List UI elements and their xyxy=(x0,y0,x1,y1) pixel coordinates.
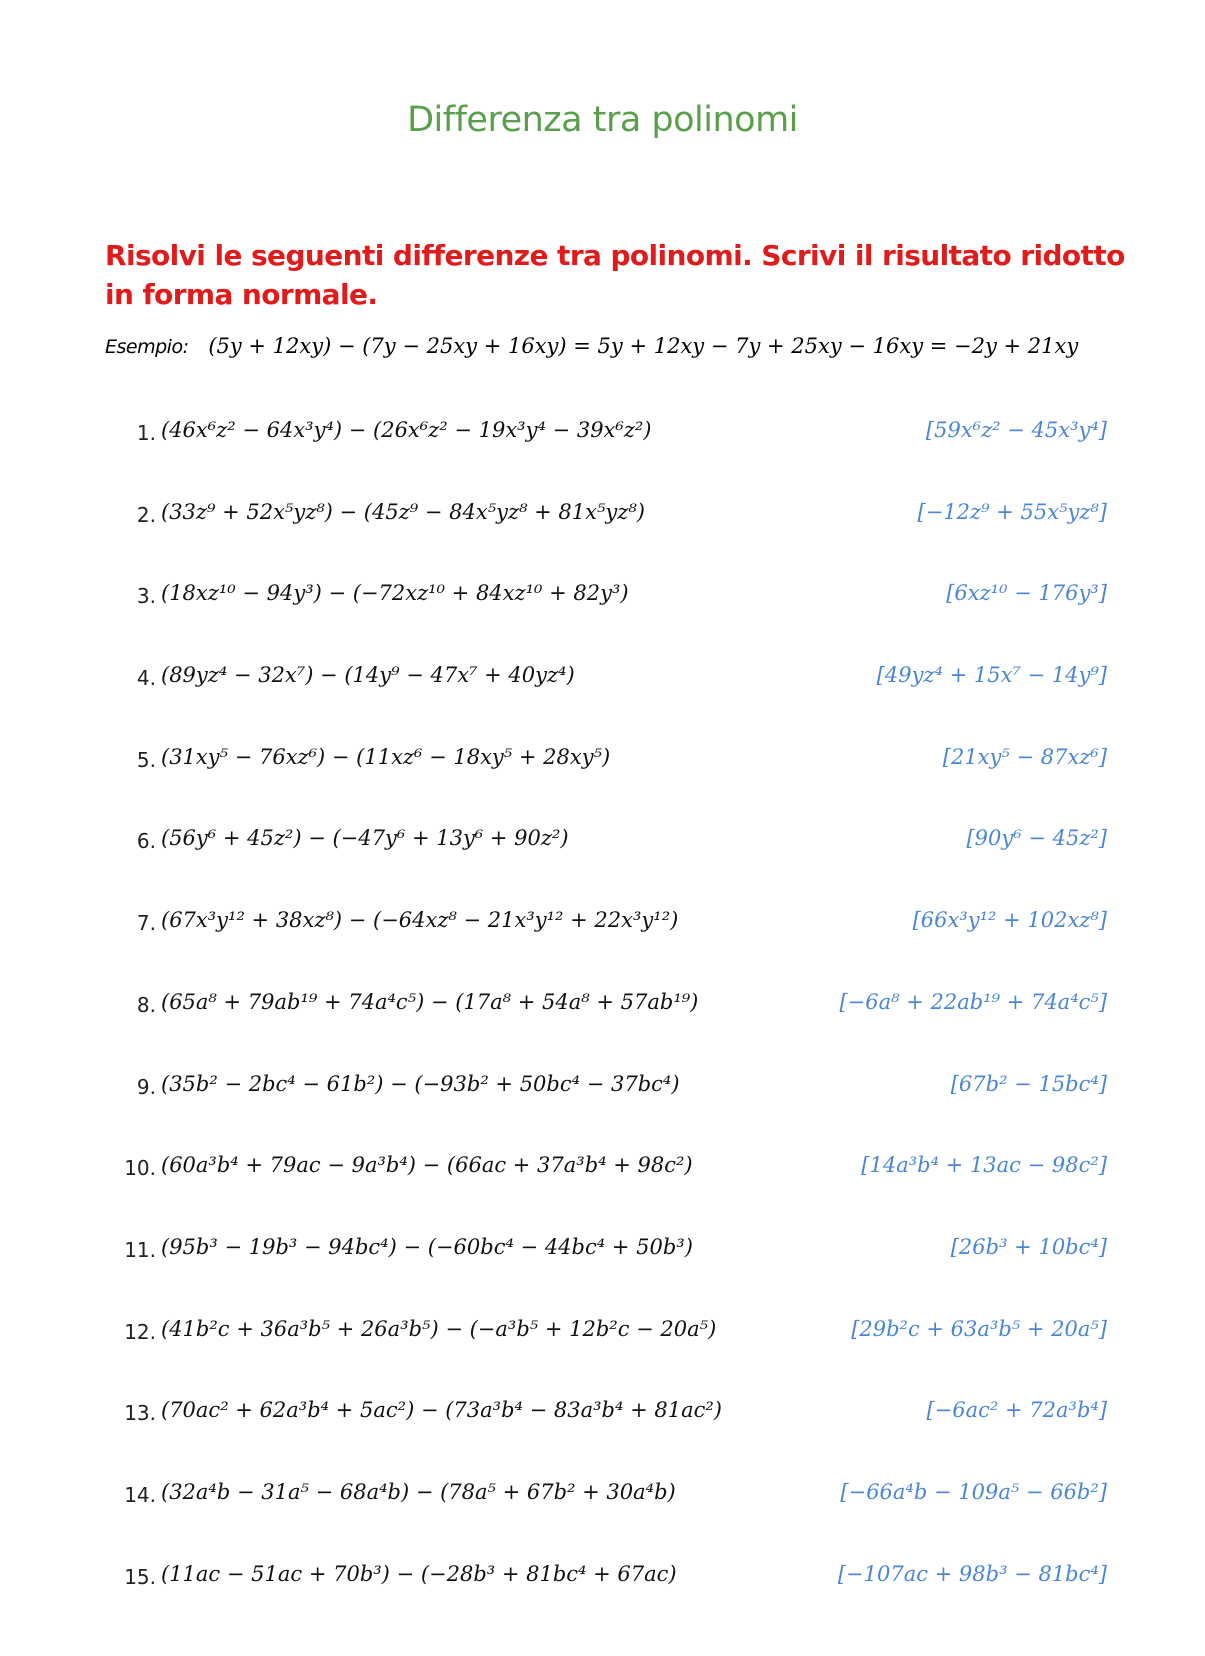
exercise-solution: [29b²c + 63a³b⁵ + 20a⁵] xyxy=(851,1316,1107,1341)
exercise-solution: [21xy⁵ − 87xz⁶] xyxy=(942,744,1107,769)
exercise-expression: (89yz⁴ − 32x⁷) − (14y⁹ − 47x⁷ + 40yz⁴) xyxy=(161,663,575,688)
example-expression: (5y + 12xy) − (7y − 25xy + 16xy) = 5y + 12xy − 7y + 25xy − 16xy = −2y + 21xy xyxy=(208,334,1079,358)
exercise-item xyxy=(105,1066,1107,1148)
exercise-solution: [66x³y¹² + 102xz⁸] xyxy=(912,908,1107,933)
exercise-item xyxy=(105,1311,1107,1393)
exercise-solution: [90y⁶ − 45z²] xyxy=(966,826,1107,851)
exercise-number: 15. xyxy=(124,1564,156,1589)
exercise-solution: [49yz⁴ + 15x⁷ − 14y⁹] xyxy=(876,663,1107,688)
exercise-number: 2. xyxy=(136,502,156,527)
exercise-number: 3. xyxy=(136,584,156,609)
exercise-expression: (65a⁸ + 79ab¹⁹ + 74a⁴c⁵) − (17a⁸ + 54a⁸ + 57ab¹⁹) xyxy=(161,989,699,1014)
exercise-expression: (31xy⁵ − 76xz⁶) − (11xz⁶ − 18xy⁵ + 28xy⁵) xyxy=(161,744,611,769)
exercise-number: 11. xyxy=(124,1237,156,1262)
exercise-expression: (46x⁶z² − 64x³y⁴) − (26x⁶z² − 19x³y⁴ − 39x⁶z²) xyxy=(161,418,652,442)
exercise-expression: (33z⁹ + 52x⁵yz⁸) − (45z⁹ − 84x⁵yz⁸ + 81x⁵yz⁸) xyxy=(161,499,645,524)
exercise-item xyxy=(105,1229,1107,1311)
exercise-expression: (56y⁶ + 45z²) − (−47y⁶ + 13y⁶ + 90z²) xyxy=(161,826,569,851)
exercise-item xyxy=(105,575,1107,657)
exercise-list xyxy=(105,412,1107,1637)
exercise-number: 5. xyxy=(136,747,156,772)
exercise-solution: [6xz¹⁰ − 176y³] xyxy=(946,581,1107,606)
exercise-expression: (60a³b⁴ + 79ac − 9a³b⁴) − (66ac + 37a³b⁴ + 98c²) xyxy=(161,1153,693,1178)
exercise-solution: [26b³ + 10bc⁴] xyxy=(950,1234,1107,1259)
exercise-expression: (35b² − 2bc⁴ − 61b²) − (−93b² + 50bc⁴ − 37bc⁴) xyxy=(161,1071,680,1096)
exercise-number: 6. xyxy=(136,829,156,854)
exercise-item xyxy=(105,820,1107,902)
exercise-solution: [67b² − 15bc⁴] xyxy=(950,1071,1107,1096)
exercise-number: 1. xyxy=(136,421,156,445)
exercise-solution: [14a³b⁴ + 13ac − 98c²] xyxy=(861,1153,1107,1178)
exercise-number: 14. xyxy=(124,1482,156,1507)
exercise-number: 7. xyxy=(136,911,156,936)
exercise-number: 10. xyxy=(124,1156,156,1181)
exercise-number: 4. xyxy=(136,666,156,691)
exercise-number: 12. xyxy=(124,1319,156,1344)
instructions-heading: Risolvi le seguenti differenze tra polinomi. Scrivi il risultato ridotto in forma normale. xyxy=(105,239,1125,311)
exercise-expression: (11ac − 51ac + 70b³) − (−28b³ + 81bc⁴ + 67ac) xyxy=(161,1561,677,1586)
exercise-item xyxy=(105,412,1107,494)
exercise-expression: (95b³ − 19b³ − 94bc⁴) − (−60bc⁴ − 44bc⁴ + 50b³) xyxy=(161,1234,693,1259)
exercise-solution: [−107ac + 98b³ − 81bc⁴] xyxy=(837,1561,1107,1586)
exercise-solution: [−6a⁸ + 22ab¹⁹ + 74a⁴c⁵] xyxy=(839,989,1107,1014)
exercise-item xyxy=(105,657,1107,739)
exercise-expression: (70ac² + 62a³b⁴ + 5ac²) − (73a³b⁴ − 83a³b⁴ + 81ac²) xyxy=(161,1398,722,1423)
exercise-number: 8. xyxy=(136,992,156,1017)
exercise-number: 9. xyxy=(136,1074,156,1099)
exercise-item xyxy=(105,1556,1107,1638)
exercise-solution: [−6ac² + 72a³b⁴] xyxy=(926,1398,1107,1423)
exercise-expression: (67x³y¹² + 38xz⁸) − (−64xz⁸ − 21x³y¹² + 22x³y¹²) xyxy=(161,908,679,933)
exercise-expression: (18xz¹⁰ − 94y³) − (−72xz¹⁰ + 84xz¹⁰ + 82y³) xyxy=(161,581,629,606)
example-label: Esempio: xyxy=(105,336,189,358)
exercise-item xyxy=(105,1474,1107,1556)
exercise-number: 13. xyxy=(124,1401,156,1426)
example-line xyxy=(105,334,1078,359)
exercise-expression: (41b²c + 36a³b⁵ + 26a³b⁵) − (−a³b⁵ + 12b²c − 20a⁵) xyxy=(161,1316,717,1341)
exercise-item xyxy=(105,494,1107,576)
exercise-item xyxy=(105,739,1107,821)
exercise-expression: (32a⁴b − 31a⁵ − 68a⁴b) − (78a⁵ + 67b² + 30a⁴b) xyxy=(161,1479,676,1504)
exercise-item xyxy=(105,902,1107,984)
exercise-item xyxy=(105,1392,1107,1474)
exercise-solution: [59x⁶z² − 45x³y⁴] xyxy=(925,418,1107,442)
exercise-item xyxy=(105,984,1107,1066)
page-title: Differenza tra polinomi xyxy=(407,100,798,140)
exercise-solution: [−12z⁹ + 55x⁵yz⁸] xyxy=(917,499,1107,524)
exercise-item xyxy=(105,1147,1107,1229)
exercise-solution: [−66a⁴b − 109a⁵ − 66b²] xyxy=(840,1479,1107,1504)
